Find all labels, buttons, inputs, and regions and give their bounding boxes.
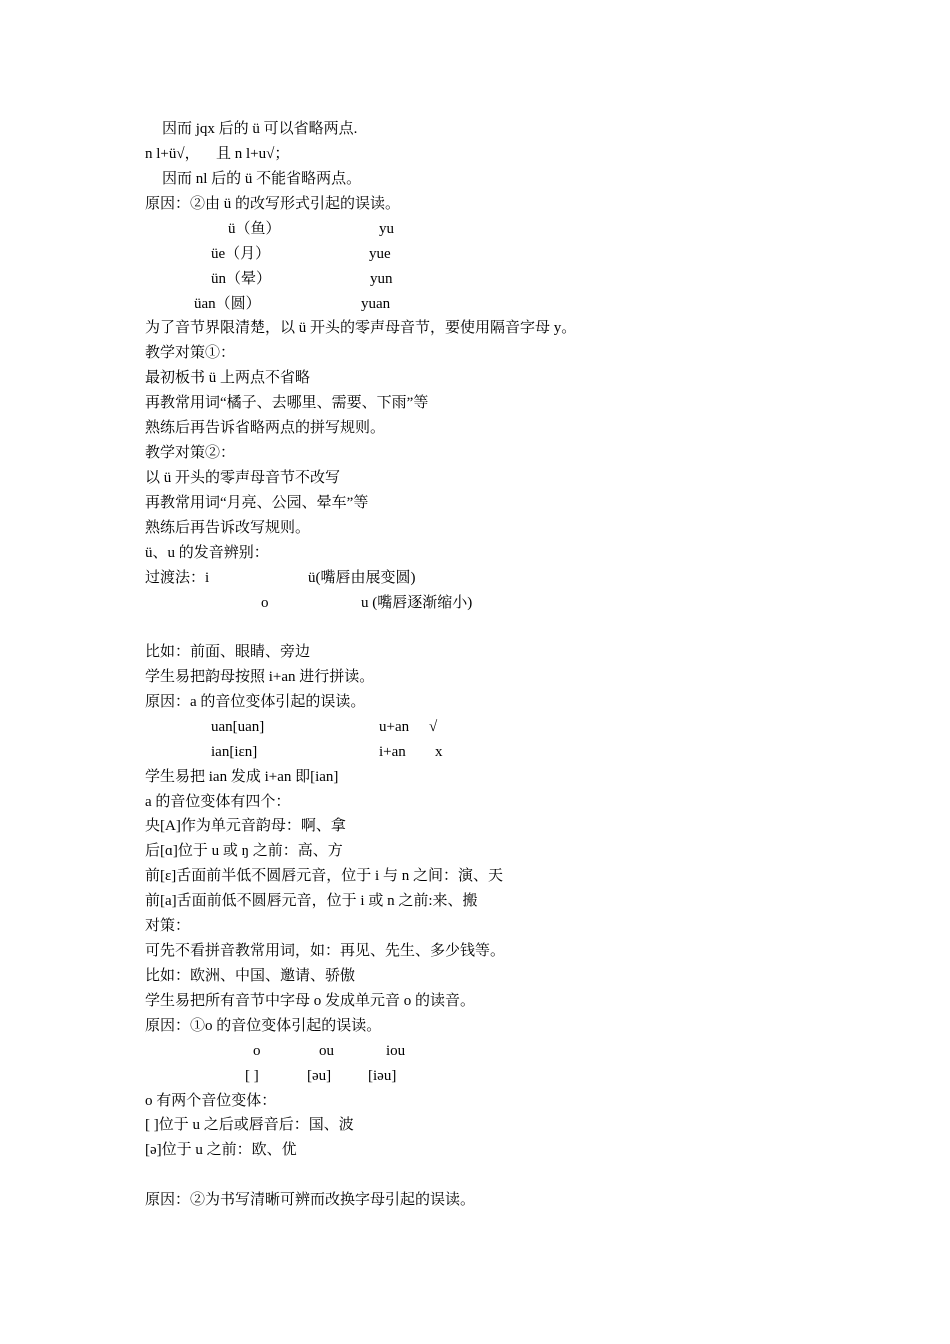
text-segment: 原因：②为书写清晰可辨而改换字母引起的误读。 [145, 1192, 476, 1208]
text-segment: uan[uan] [211, 719, 265, 735]
text-segment: [əu] [307, 1068, 332, 1084]
text-segment: iou [386, 1043, 406, 1059]
text-segment: 最初板书 ü 上两点不省略 [145, 370, 311, 386]
text-segment: 再教常用词“橘子、去哪里、需要、下雨”等 [145, 395, 429, 411]
text-segment: 央[A]作为单元音韵母：啊、拿 [145, 818, 346, 834]
text-segment: 前[a]舌面前低不圆唇元音，位于 i 或 n 之前:来、搬 [145, 893, 478, 909]
text-segment: 熟练后再告诉改写规则。 [145, 520, 311, 536]
text-segment: 再教常用词“月亮、公园、晕车”等 [145, 495, 369, 511]
text-segment: üan（圆） [194, 296, 261, 312]
text-segment: 比如：欧洲、中国、邀请、骄傲 [145, 968, 356, 984]
text-segment: 教学对策②： [145, 445, 236, 461]
text-segment: 原因：②由 ü 的改写形式引起的误读。 [145, 196, 401, 212]
text-segment: yue [369, 246, 391, 262]
text-segment: 原因：a 的音位变体引起的误读。 [145, 694, 366, 710]
text-segment: 过渡法：i [145, 570, 210, 586]
text-segment: yuan [361, 296, 391, 312]
text-segment: ü(嘴唇由展变圆) [308, 570, 416, 586]
text-segment: ü（鱼） [228, 221, 281, 237]
text-segment: yun [370, 271, 393, 287]
text-segment: 以 ü 开头的零声母音节不改写 [145, 470, 341, 486]
text-segment: 可先不看拼音教常用词，如：再见、先生、多少钱等。 [145, 943, 506, 959]
text-segment: ün（晕） [211, 271, 272, 287]
text-segment: 教学对策①： [145, 345, 236, 361]
text-segment: [ ] [245, 1068, 259, 1084]
text-segment: 学生易把韵母按照 i+an 进行拼读。 [145, 669, 375, 685]
text-segment: 对策： [145, 918, 191, 934]
text-segment: x [435, 744, 443, 760]
text-segment: yu [379, 221, 394, 237]
text-segment: 为了音节界限清楚，以 ü 开头的零声母音节，要使用隔音字母 y。 [145, 320, 577, 336]
text-segment: n l+ü√， [145, 146, 200, 162]
text-segment: o [253, 1043, 261, 1059]
text-segment: 学生易把 ian 发成 i+an 即[ian] [145, 769, 339, 785]
text-segment: 熟练后再告诉省略两点的拼写规则。 [145, 420, 386, 436]
text-segment: o [261, 595, 269, 611]
text-segment: 因而 nl 后的 ü 不能省略两点。 [162, 171, 362, 187]
text-segment: 原因：①o 的音位变体引起的误读。 [145, 1018, 382, 1034]
text-segment: o 有两个音位变体： [145, 1093, 277, 1109]
text-segment: ian[iɛn] [211, 744, 258, 760]
text-segment: u+an [379, 719, 410, 735]
text-segment: [ə]位于 u 之前：欧、优 [145, 1142, 297, 1158]
text-segment: 且 n l+u√； [216, 146, 290, 162]
text-segment: ou [319, 1043, 334, 1059]
text-segment: 后[ɑ]位于 u 或 ŋ 之前：高、方 [145, 843, 343, 859]
text-segment: 比如：前面、眼睛、旁边 [145, 644, 311, 660]
text-segment: üe（月） [211, 246, 271, 262]
text-segment: u (嘴唇逐渐缩小) [361, 595, 473, 611]
text-segment: a 的音位变体有四个： [145, 794, 291, 810]
text-segment: ü、u 的发音辨别： [145, 545, 269, 561]
text-segment: √ [429, 719, 438, 735]
text-segment: 因而 jqx 后的 ü 可以省略两点. [162, 121, 358, 137]
text-segment: [iəu] [368, 1068, 397, 1084]
text-segment: 学生易把所有音节中字母 o 发成单元音 o 的读音。 [145, 993, 476, 1009]
text-segment: 前[ɛ]舌面前半低不圆唇元音，位于 i 与 n 之间：演、天 [145, 868, 503, 884]
text-segment: [ ]位于 u 之后或唇音后：国、波 [145, 1117, 354, 1133]
text-segment: i+an [379, 744, 406, 760]
